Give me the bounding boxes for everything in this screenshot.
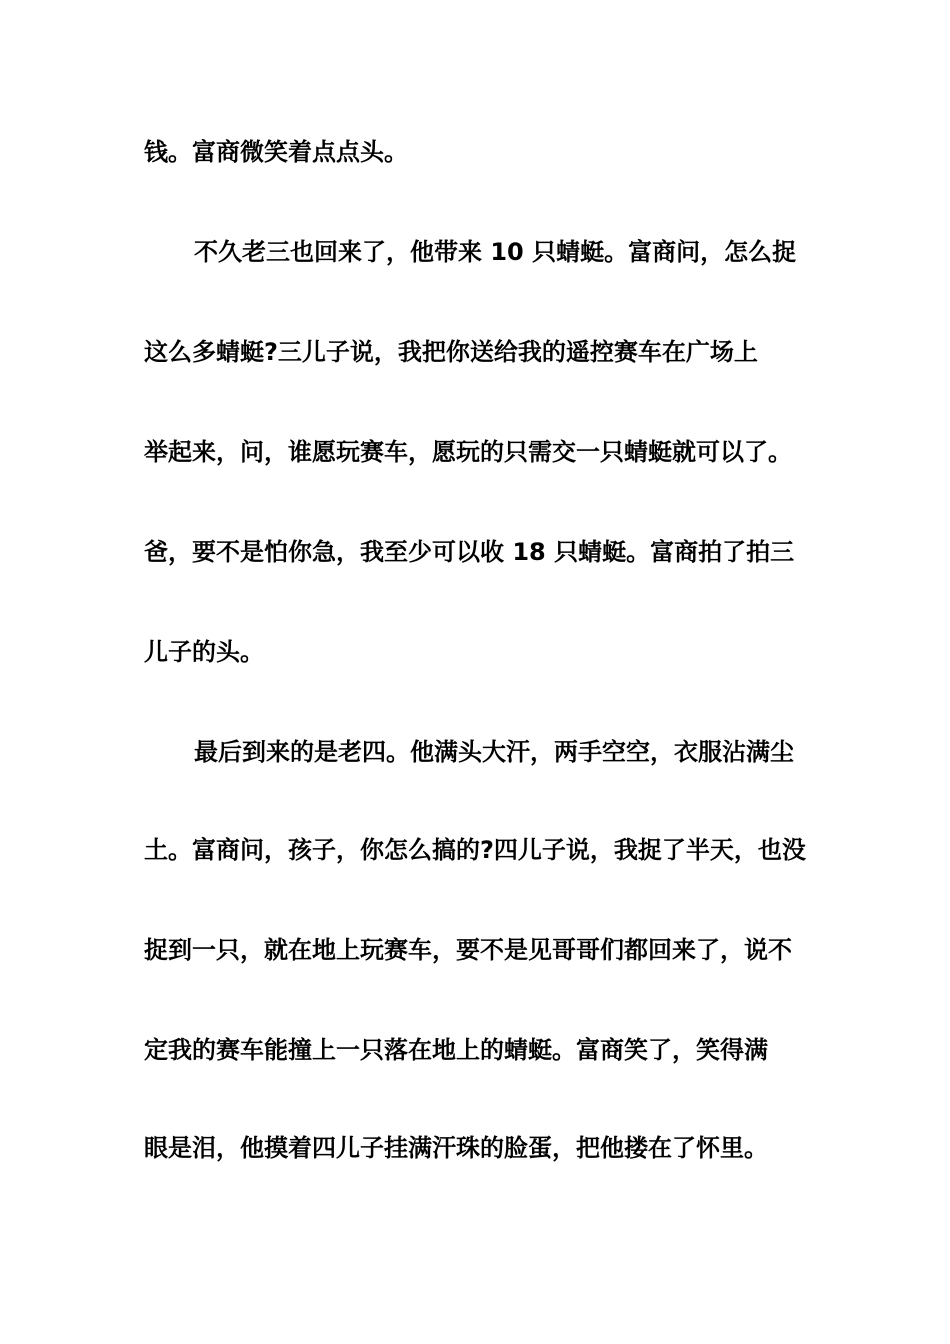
text-line-8: 土。富商问，孩子，你怎么搞的?四儿子说，我捉了半天，也没 <box>144 836 806 864</box>
text-line-6: 儿子的头。 <box>144 638 264 666</box>
text-line-10: 定我的赛车能撞上一只落在地上的蜻蜓。富商笑了，笑得满 <box>144 1036 768 1064</box>
text-line-11: 眼是泪，他摸着四儿子挂满汗珠的脸蛋，把他搂在了怀里。 <box>144 1134 768 1162</box>
text-line-3: 这么多蜻蜓?三儿子说，我把你送给我的遥控赛车在广场上 <box>144 338 758 366</box>
text-line-4: 举起来，问，谁愿玩赛车，愿玩的只需交一只蜻蜓就可以了。 <box>144 438 792 466</box>
text-line-9: 捉到一只，就在地上玩赛车，要不是见哥哥们都回来了，说不 <box>144 936 792 964</box>
text-line-1: 钱。富商微笑着点点头。 <box>144 138 408 166</box>
text-line-2: 不久老三也回来了，他带来 10 只蜻蜓。富商问，怎么捉 <box>194 238 797 266</box>
text-line-5: 爸，要不是怕你急，我至少可以收 18 只蜻蜓。富商拍了拍三 <box>144 538 795 566</box>
text-line-7: 最后到来的是老四。他满头大汗，两手空空，衣服沾满尘 <box>194 738 794 766</box>
